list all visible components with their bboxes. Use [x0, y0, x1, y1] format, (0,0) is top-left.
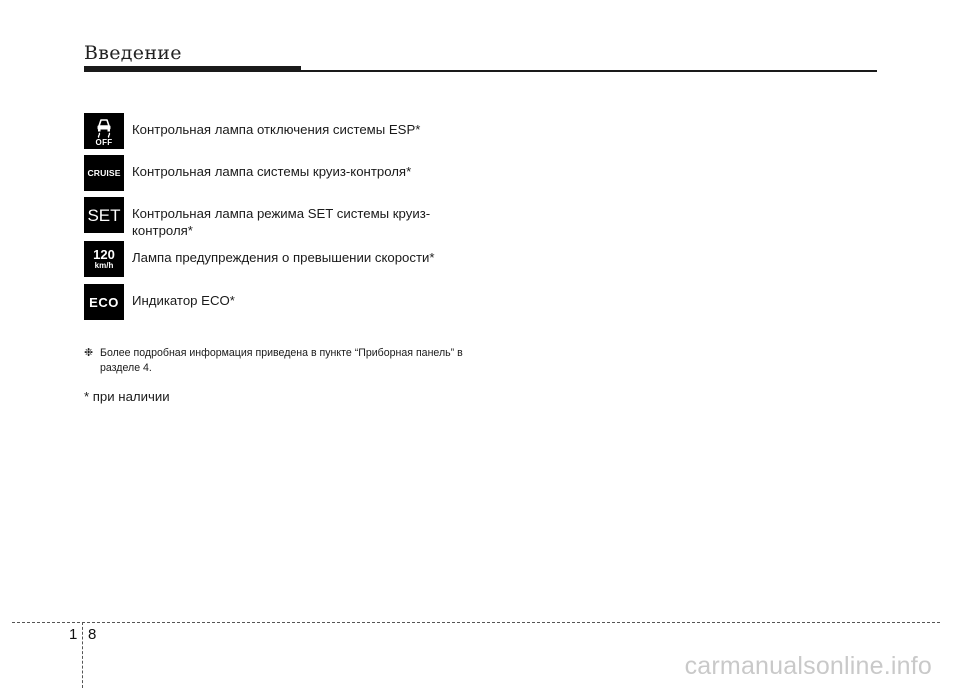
esp-off-lamp-icon [84, 113, 124, 149]
indicator-row-cruise [84, 155, 462, 191]
cruise-lamp-icon [84, 155, 124, 191]
cruise-lamp-text: CRUISE [87, 167, 121, 178]
footer-rule [12, 622, 940, 623]
indicator-row-speed-warning [84, 241, 462, 277]
reference-note [84, 346, 474, 376]
watermark: carmanualsonline.info [684, 652, 932, 680]
speed-lamp-value: 120 [93, 247, 115, 262]
chapter-number: 1 [69, 626, 78, 643]
indicator-label: Контрольная лампа режима SET системы круиз-контроля* [132, 206, 431, 238]
indicator-label: Контрольная лампа системы круиз-контроля* [132, 164, 412, 179]
skidding-car-icon [93, 116, 115, 138]
page-title: Введение [84, 42, 182, 64]
footer-divider [82, 622, 83, 688]
indicator-row-esp-off [84, 113, 462, 149]
indicator-row-set [84, 197, 452, 239]
speed-warning-lamp-icon [84, 241, 124, 277]
indicator-label: Контрольная лампа отключения системы ESP* [132, 122, 421, 137]
header-rule-thin [301, 70, 877, 72]
note-text: Более подробная информация приведена в пункте “Приборная панель” в разделе 4. [100, 347, 463, 374]
footnote: * при наличии [84, 389, 170, 404]
eco-lamp-text: ECO [89, 294, 119, 310]
esp-off-lamp-text: OFF [95, 138, 113, 147]
set-lamp-text: SET [87, 205, 121, 225]
speed-lamp-unit: km/h [94, 261, 114, 270]
indicator-label: Индикатор ECO* [132, 293, 235, 308]
note-icon: ❉ [84, 347, 94, 359]
indicator-label: Лампа предупреждения о превышении скорости* [132, 250, 435, 265]
eco-lamp-icon [84, 284, 124, 320]
page-number: 8 [88, 626, 97, 643]
header-rule-thick [84, 66, 301, 72]
set-lamp-icon [84, 197, 124, 233]
indicator-row-eco [84, 284, 462, 320]
